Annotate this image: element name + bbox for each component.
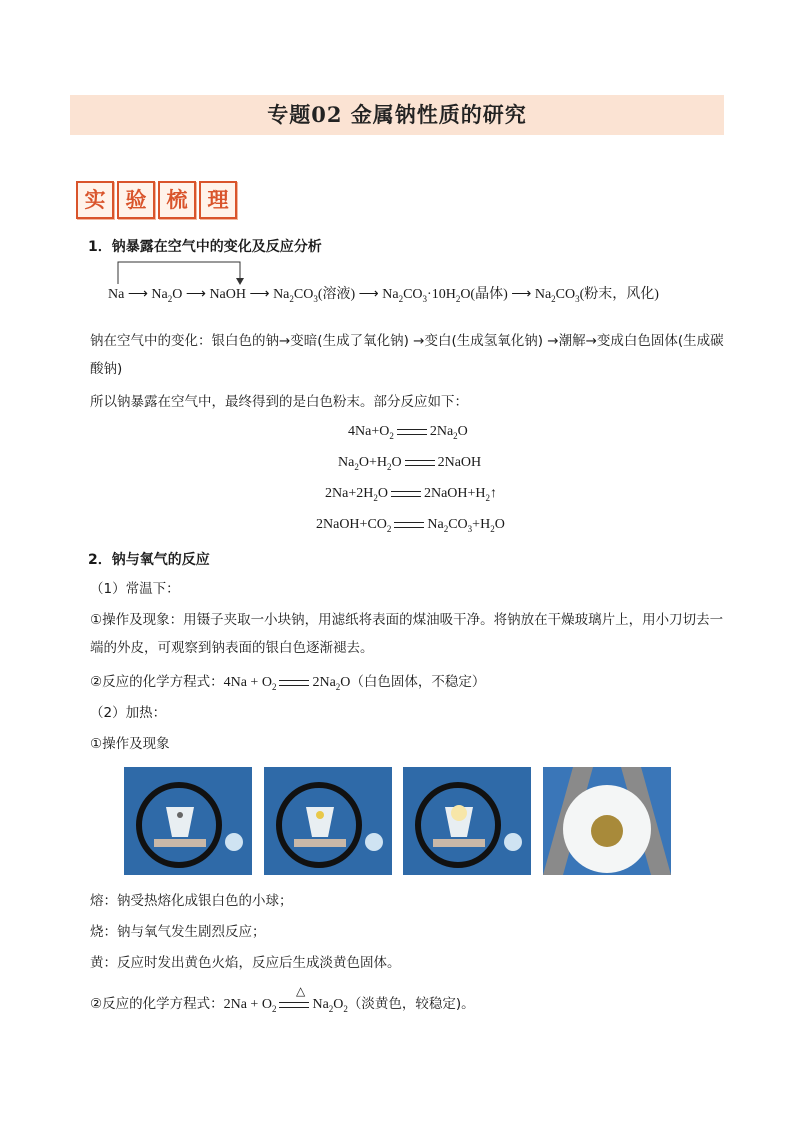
section-2-heading: 2．钠与氧气的反应 (88, 552, 210, 568)
badge-char-4: 理 (199, 181, 237, 219)
experiment-photo-1 (124, 767, 252, 875)
air-change-summary: 所以钠暴露在空气中，最终得到的是白色粉末。部分反应如下： (90, 394, 468, 410)
operation-2: ①操作及现象 (90, 736, 170, 752)
experiment-photo-3 (403, 767, 531, 875)
observation-melt: 熔：钠受热熔化成银白色的小球； (90, 893, 293, 909)
arrow-icon: ⟶ (127, 287, 148, 302)
title-bar (70, 95, 724, 135)
equation-note: （白色固体，不稳定） (350, 674, 486, 690)
heat-delta-icon: △ (296, 984, 306, 998)
air-change-description: 钠在空气中的变化：银白色的钠→变暗(生成了氧化钠) →变白(生成氢氧化钠) →潮解→变成白色固体(生成碳酸钠) (90, 333, 724, 377)
observation-yellow: 黄：反应时发出黄色火焰，反应后生成淡黄色固体。 (90, 955, 401, 971)
equation-note-2: （淡黄色，较稳定)。 (347, 996, 475, 1012)
chain-na2co3-crystal: $Na_2CO_3\cdot 10H_2O$(晶体) (382, 287, 508, 304)
chain-naoh: NaOH (209, 287, 246, 302)
subsection-2: （2）加热： (90, 705, 167, 721)
chain-na2co3-powder: $Na_2CO_3$(粉末，风化) (534, 287, 659, 304)
subsection-1: （1）常温下： (90, 581, 180, 597)
equation-1: $4Na+O_2$ $2Na_2O$ (348, 424, 468, 441)
badge-char-2: 验 (117, 181, 155, 219)
equation-3: $2Na+2H_2O$ $2NaOH+H_2↑$ (325, 486, 498, 503)
chain-na2o: $Na_2O$ (151, 287, 183, 304)
reaction-chain (108, 283, 659, 304)
equation-label: ②反应的化学方程式： (90, 674, 224, 690)
equation-line-1: ②反应的化学方程式：$4Na + O_2$ $2Na_2O$（白色固体，不稳定） (90, 674, 486, 692)
experiment-photo-4 (543, 767, 671, 875)
badge-char-1: 实 (76, 181, 114, 219)
observation-burn: 烧：钠与氧气发生剧烈反应； (90, 924, 266, 940)
chain-na: Na (108, 287, 125, 302)
badge-char-3: 梳 (158, 181, 196, 219)
equation-line-2: ②反应的化学方程式：$2Na + O_2$ $Na_2O_2$（淡黄色，较稳定)。 (90, 996, 475, 1014)
section-badge (76, 181, 237, 219)
page-title: 专题02 金属钠性质的研究 (267, 102, 527, 127)
experiment-photo-2 (264, 767, 392, 875)
equation-2: $Na_2O+H_2O$ 2NaOH (338, 455, 482, 472)
section-1-heading: 1．钠暴露在空气中的变化及反应分析 (88, 239, 322, 255)
arrow-icon: ⟶ (511, 287, 532, 302)
chain-na2co3-solution: $Na_2CO_3$(溶液) (273, 287, 356, 304)
arrow-icon: ⟶ (249, 287, 270, 302)
operation-1: ①操作及现象：用镊子夹取一小块钠，用滤纸将表面的煤油吸干净。将钠放在干燥玻璃片上，用小刀切去一端的外皮，可观察到钠表面的银白色逐渐褪去。 (90, 612, 724, 656)
equation-4: $2NaOH+CO_2$ $Na_2CO_3+H_2O$ (316, 517, 505, 534)
arrow-icon: ⟶ (358, 287, 379, 302)
equation-label-2: ②反应的化学方程式： (90, 996, 224, 1012)
arrow-icon: ⟶ (185, 287, 206, 302)
